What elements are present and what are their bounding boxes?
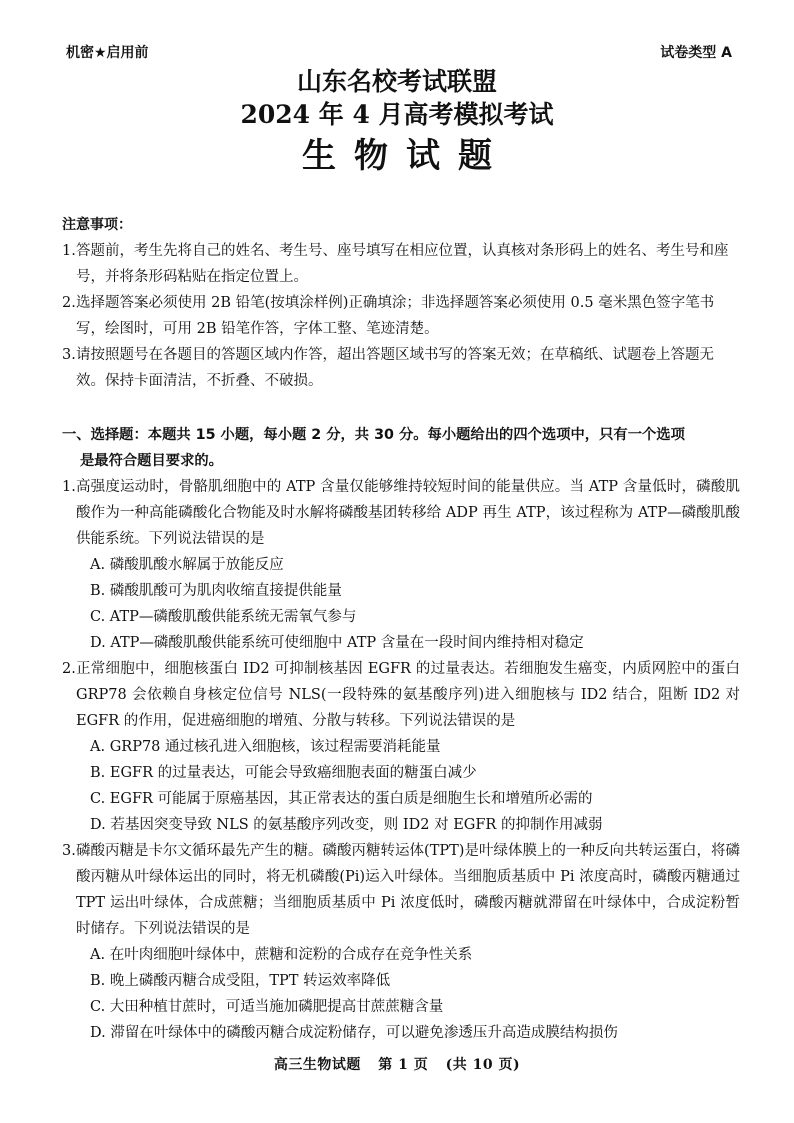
question-stem bbox=[62, 656, 740, 734]
option-b: B. 磷酸肌酸可为肌肉收缩直接提供能量 bbox=[90, 583, 342, 599]
question-number: 1. bbox=[62, 479, 76, 495]
option-c: C. ATP—磷酸肌酸供能系统无需氧气参与 bbox=[90, 609, 357, 625]
option-d: D. 若基因突变导致 NLS 的氨基酸序列改变，则 ID2 对 EGFR 的抑制作用减弱 bbox=[90, 817, 603, 833]
footer-subject: 高三生物试题 bbox=[273, 1057, 361, 1073]
option-a: A. 磷酸肌酸水解属于放能反应 bbox=[90, 557, 284, 573]
footer-total-pages: (共 10 页) bbox=[445, 1057, 521, 1073]
confidential-label: 机密★启用前 bbox=[66, 45, 149, 61]
question-text: 正常细胞中，细胞核蛋白 ID2 可抑制核基因 EGFR 的过量表达。若细胞发生癌变，内质网腔中的蛋白 GRP78 会依赖自身核定位信号 NLS(一段特殊的氨基酸序列)进入细胞核与 ID2 结合，阻断 ID2 对 EGFR 的作用，促进癌细胞的增殖、分散与转移。下列说法错误的是 bbox=[76, 661, 740, 729]
section-heading bbox=[62, 422, 740, 474]
option-b: B. 晚上磷酸丙糖合成受阻，TPT 转运效率降低 bbox=[90, 973, 391, 989]
question-stem bbox=[62, 474, 740, 552]
question-2 bbox=[62, 656, 740, 838]
choice-section bbox=[62, 422, 740, 1046]
option-a: A. GRP78 通过核孔进入细胞核，该过程需要消耗能量 bbox=[90, 739, 441, 755]
option-c: C. 大田种植甘蔗时，可适当施加磷肥提高甘蔗蔗糖含量 bbox=[90, 999, 444, 1015]
notice-item-number: 2. bbox=[62, 295, 76, 311]
question-1 bbox=[62, 474, 740, 656]
notice-item-text: 选择题答案必须使用 2B 铅笔(按填涂样例)正确填涂；非选择题答案必须使用 0.5 毫米黑色签字笔书写，绘图时，可用 2B 铅笔作答，字体工整、笔迹清楚。 bbox=[76, 295, 715, 337]
notice-item-text: 答题前，考生先将自己的姓名、考生号、座号填写在相应位置，认真核对条形码上的姓名、考生号和座号，并将条形码粘贴在指定位置上。 bbox=[76, 243, 729, 285]
notice-item bbox=[62, 342, 734, 394]
question-stem bbox=[62, 838, 740, 942]
exam-date-title: 2024 年 4 月高考模拟考试 bbox=[240, 100, 554, 129]
notice-item-text: 请按照题号在各题目的答题区域内作答，超出答题区域书写的答案无效；在草稿纸、试题卷上答题无效。保持卡面清洁，不折叠、不破损。 bbox=[76, 347, 714, 389]
paper-type-label: 试卷类型 A bbox=[660, 45, 732, 61]
option-c: C. EGFR 可能属于原癌基因，其正常表达的蛋白质是细胞生长和增殖所必需的 bbox=[90, 791, 593, 807]
footer-page-number: 第 1 页 bbox=[378, 1057, 429, 1073]
page-footer bbox=[0, 1054, 794, 1074]
option-a: A. 在叶肉细胞叶绿体中，蔗糖和淀粉的合成存在竞争性关系 bbox=[90, 947, 473, 963]
notice-heading: 注意事项： bbox=[62, 217, 132, 233]
notice-item-number: 3. bbox=[62, 347, 76, 363]
notice-block bbox=[62, 212, 734, 394]
notice-item-number: 1. bbox=[62, 243, 76, 259]
exam-union-title: 山东名校考试联盟 bbox=[296, 67, 497, 96]
question-3 bbox=[62, 838, 740, 1046]
section-heading-line1: 一、选择题：本题共 15 小题，每小题 2 分，共 30 分。每小题给出的四个选项中，只有一个选项 bbox=[62, 427, 685, 443]
question-text: 磷酸丙糖是卡尔文循环最先产生的糖。磷酸丙糖转运体(TPT)是叶绿体膜上的一种反向共转运蛋白，将磷酸丙糖从叶绿体运出的同时，将无机磷酸(Pi)运入叶绿体。当细胞质基质中 Pi 浓度高时，磷酸丙糖通过 TPT 运出叶绿体，合成蔗糖；当细胞质基质中 Pi 浓度低时，磷酸丙糖就滞留在叶绿体中，合成淀粉暂时储存。下列说法错误的是 bbox=[76, 843, 740, 937]
notice-item bbox=[62, 290, 734, 342]
question-number: 2. bbox=[62, 661, 76, 677]
question-text: 高强度运动时，骨骼肌细胞中的 ATP 含量仅能够维持较短时间的能量供应。当 ATP 含量低时，磷酸肌酸作为一种高能磷酸化合物能及时水解将磷酸基团转移给 ADP 再生 ATP，该过程称为 ATP—磷酸肌酸供能系统。下列说法错误的是 bbox=[76, 479, 740, 547]
notice-item bbox=[62, 238, 734, 290]
question-number: 3. bbox=[62, 843, 76, 859]
section-heading-line2: 是最符合题目要求的。 bbox=[80, 453, 223, 469]
option-d: D. 滞留在叶绿体中的磷酸丙糖合成淀粉储存，可以避免渗透压升高造成膜结构损伤 bbox=[90, 1025, 618, 1041]
option-b: B. EGFR 的过量表达，可能会导致癌细胞表面的糖蛋白减少 bbox=[90, 765, 477, 781]
subject-title: 生物试题 bbox=[302, 136, 510, 176]
option-d: D. ATP—磷酸肌酸供能系统可使细胞中 ATP 含量在一段时间内维持相对稳定 bbox=[90, 635, 584, 651]
title-block bbox=[0, 66, 794, 180]
